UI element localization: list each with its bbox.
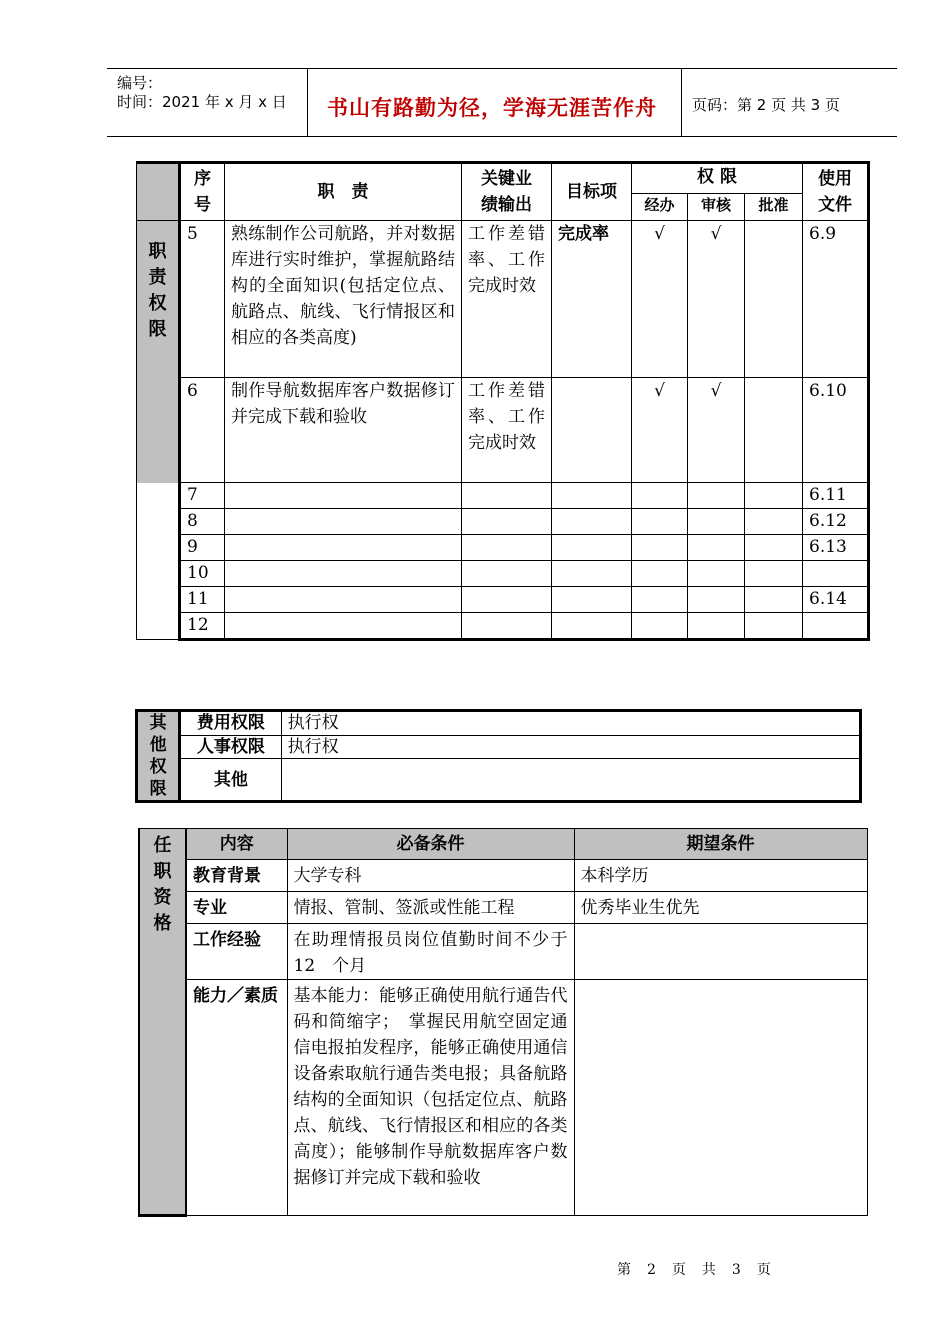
other-authority-table — [135, 709, 862, 803]
row-seq: 9 — [180, 535, 225, 561]
row-kpi: 工作差错率、工作完成时效 — [462, 221, 552, 378]
header-motto: 书山有路勤为径，学海无涯苦作舟 — [327, 96, 657, 120]
row-kpi — [462, 587, 552, 613]
row-review-check: √ — [688, 378, 745, 483]
column-header-approve: 批准 — [745, 194, 803, 221]
table-row — [137, 221, 869, 378]
row-seq: 7 — [180, 483, 225, 509]
qualification-expected — [574, 980, 867, 1216]
row-approve-check — [745, 221, 803, 378]
column-header-duty: 职 责 — [225, 163, 462, 221]
row-seq: 12 — [180, 613, 225, 640]
page-footer: 第 2 页 共 3 页 — [617, 1262, 772, 1278]
row-handle-check — [632, 483, 688, 509]
qualification-required: 大学专科 — [287, 860, 574, 892]
row-seq: 11 — [180, 587, 225, 613]
table-row — [137, 735, 861, 759]
table-row — [137, 587, 869, 613]
row-handle-check: √ — [632, 378, 688, 483]
row-duty: 制作导航数据库客户数据修订并完成下载和验收 — [225, 378, 462, 483]
row-kpi — [462, 535, 552, 561]
qualification-label: 工作经验 — [186, 924, 287, 980]
table-row — [139, 924, 867, 980]
row-doc: 6.11 — [803, 483, 869, 509]
qualifications-table — [138, 828, 868, 1217]
row-target — [552, 613, 632, 640]
header-divider — [681, 68, 682, 136]
qualification-required: 基本能力：能够正确使用航行通告代码和简缩字； 掌握民用航空固定通信电报拍发程序，能够正确使用通信设备索取航行通告类电报；具备航路结构的全面知识（包括定位点、航路点、航线、飞行情报区和相应的各类高度）；能够制作导航数据库客户数据修订并完成下载和验收 — [287, 980, 574, 1216]
row-doc: 6.13 — [803, 535, 869, 561]
row-handle-check — [632, 587, 688, 613]
row-review-check — [688, 509, 745, 535]
column-header-review: 审核 — [688, 194, 745, 221]
authority-value — [281, 759, 860, 802]
column-header-expected: 期望条件 — [574, 829, 867, 860]
table-row — [137, 509, 869, 535]
row-approve-check — [745, 483, 803, 509]
row-target — [552, 561, 632, 587]
row-approve-check — [745, 535, 803, 561]
qualification-expected — [574, 924, 867, 980]
section-label-qualifications: 任 职 资 格 — [139, 829, 186, 1216]
row-doc — [803, 613, 869, 640]
table-row — [139, 980, 867, 1216]
section-label-other: 其 他 权 限 — [137, 711, 180, 802]
qualification-expected: 本科学历 — [574, 860, 867, 892]
row-approve-check — [745, 587, 803, 613]
header-top-rule — [107, 68, 897, 69]
row-kpi — [462, 483, 552, 509]
row-review-check — [688, 561, 745, 587]
table-row — [139, 860, 867, 892]
section-label-blank — [137, 483, 180, 640]
table-row — [137, 378, 869, 483]
row-target — [552, 509, 632, 535]
row-target — [552, 535, 632, 561]
table-header-row — [139, 829, 867, 860]
qualification-label: 能力／素质 — [186, 980, 287, 1216]
row-duty — [225, 613, 462, 640]
row-review-check: √ — [688, 221, 745, 378]
row-duty — [225, 535, 462, 561]
header-divider — [307, 68, 308, 136]
row-approve-check — [745, 613, 803, 640]
row-seq: 10 — [180, 561, 225, 587]
row-doc: 6.9 — [803, 221, 869, 378]
column-header-authority: 权 限 — [632, 163, 803, 194]
row-kpi: 工作差错率、工作完成时效 — [462, 378, 552, 483]
qualification-label: 专业 — [186, 892, 287, 924]
row-doc: 6.12 — [803, 509, 869, 535]
row-doc: 6.14 — [803, 587, 869, 613]
header-bottom-rule — [107, 136, 897, 137]
table-row — [137, 759, 861, 802]
column-header-seq: 序 号 — [180, 163, 225, 221]
column-header-target: 目标项 — [552, 163, 632, 221]
row-handle-check — [632, 613, 688, 640]
table-row — [137, 561, 869, 587]
row-seq: 5 — [180, 221, 225, 378]
column-header-required: 必备条件 — [287, 829, 574, 860]
row-duty — [225, 483, 462, 509]
table-row — [139, 892, 867, 924]
column-header-kpi: 关键业 绩输出 — [462, 163, 552, 221]
row-kpi — [462, 561, 552, 587]
column-header-handle: 经办 — [632, 194, 688, 221]
row-approve-check — [745, 378, 803, 483]
row-handle-check — [632, 509, 688, 535]
row-target: 完成率 — [552, 221, 632, 378]
row-target — [552, 587, 632, 613]
row-handle-check: √ — [632, 221, 688, 378]
row-approve-check — [745, 509, 803, 535]
authority-label: 人事权限 — [180, 735, 281, 759]
row-review-check — [688, 483, 745, 509]
row-duty: 熟练制作公司航路，并对数据库进行实时维护，掌握航路结构的全面知识(包括定位点、航路点、航线、飞行情报区和相应的各类高度) — [225, 221, 462, 378]
row-handle-check — [632, 535, 688, 561]
document-number-label: 编号： — [117, 74, 163, 92]
table-row — [137, 613, 869, 640]
row-review-check — [688, 613, 745, 640]
duty-authority-table — [136, 161, 870, 641]
row-target — [552, 483, 632, 509]
table-row — [137, 483, 869, 509]
row-kpi — [462, 509, 552, 535]
authority-label: 费用权限 — [180, 711, 281, 736]
row-handle-check — [632, 561, 688, 587]
row-target — [552, 378, 632, 483]
page-indicator: 页码：第 2 页 共 3 页 — [692, 96, 840, 114]
qualification-required: 情报、管制、签派或性能工程 — [287, 892, 574, 924]
table-row — [137, 535, 869, 561]
row-approve-check — [745, 561, 803, 587]
row-doc — [803, 561, 869, 587]
row-duty — [225, 561, 462, 587]
table-row — [137, 711, 861, 736]
row-seq: 8 — [180, 509, 225, 535]
section-label-duty: 职 责 权 限 — [137, 221, 180, 483]
authority-value: 执行权 — [281, 735, 860, 759]
row-seq: 6 — [180, 378, 225, 483]
document-date: 时间：2021 年 x 月 x 日 — [117, 93, 287, 111]
qualification-required: 在助理情报员岗位值勤时间不少于 12 个月 — [287, 924, 574, 980]
row-kpi — [462, 613, 552, 640]
row-doc: 6.10 — [803, 378, 869, 483]
qualification-expected: 优秀毕业生优先 — [574, 892, 867, 924]
qualification-label: 教育背景 — [186, 860, 287, 892]
row-duty — [225, 587, 462, 613]
column-header-content: 内容 — [186, 829, 287, 860]
authority-label: 其他 — [180, 759, 281, 802]
row-review-check — [688, 535, 745, 561]
column-header-docs: 使用 文件 — [803, 163, 869, 221]
authority-value: 执行权 — [281, 711, 860, 736]
row-duty — [225, 509, 462, 535]
row-review-check — [688, 587, 745, 613]
section-header-blank — [137, 163, 180, 221]
